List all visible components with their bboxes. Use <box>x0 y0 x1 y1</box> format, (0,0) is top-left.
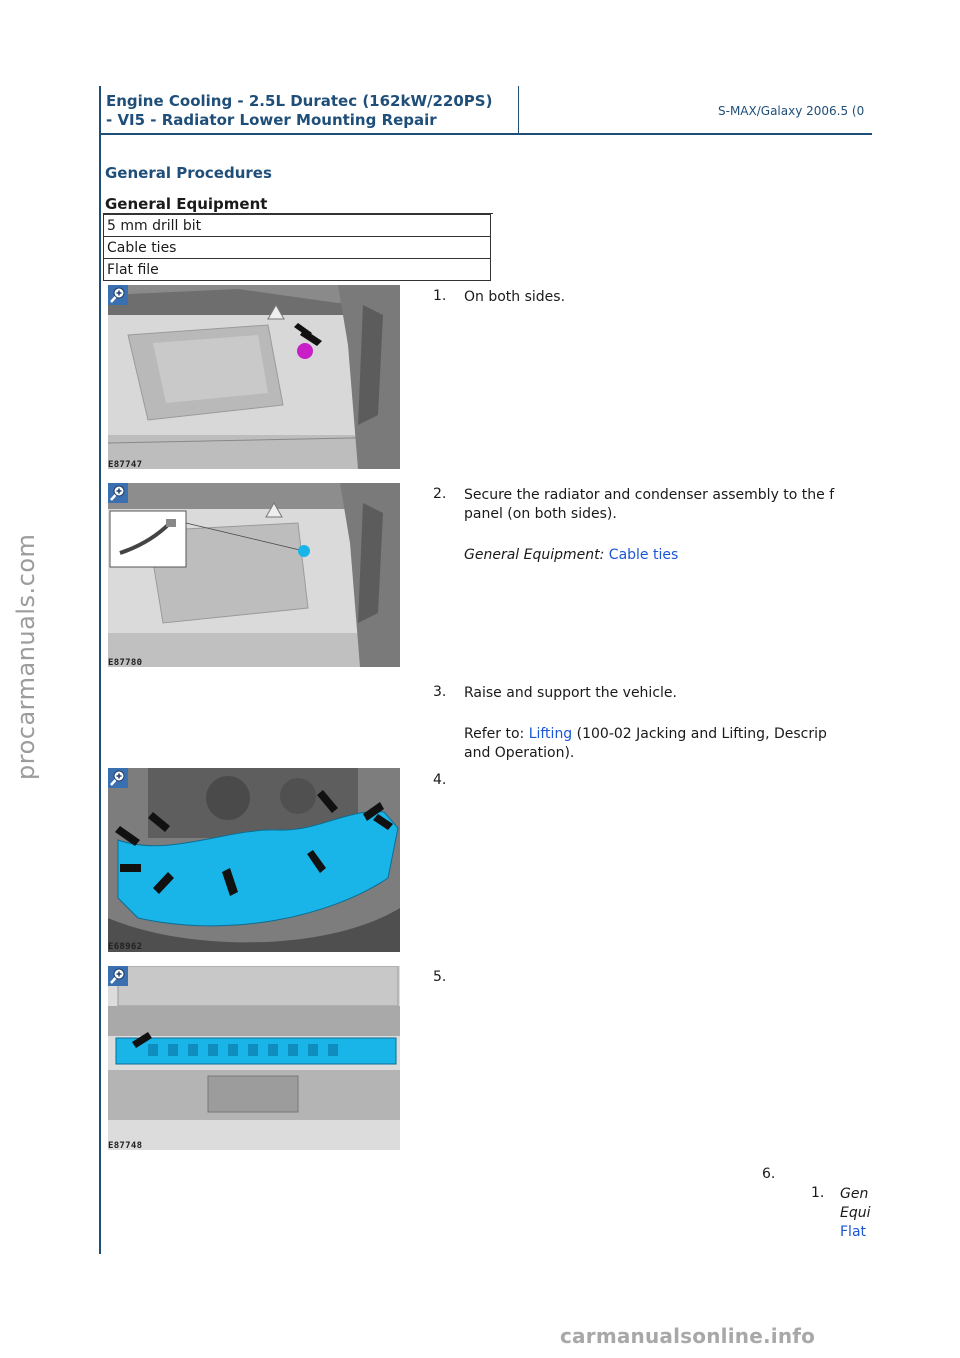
table-row <box>104 215 491 237</box>
zoom-in-icon[interactable] <box>108 966 128 986</box>
figure-e68962[interactable] <box>108 768 400 952</box>
step-text <box>464 486 872 524</box>
figure-illustration <box>108 768 400 952</box>
section-title: General Procedures <box>105 164 272 182</box>
substep-number: 1. <box>811 1185 825 1201</box>
figure-e87780[interactable] <box>108 483 400 667</box>
header-model: S-MAX/Galaxy 2006.5 (0 <box>718 104 865 118</box>
substep-line: Gen <box>840 1186 869 1202</box>
step-number: 1. <box>433 288 447 304</box>
header-title-line-1: Engine Cooling - 2.5L Duratec (162kW/220PS) <box>106 92 493 110</box>
refer-line <box>464 725 872 744</box>
step-refer <box>464 725 872 763</box>
step-text-line: Secure the radiator and condenser assembly to the f <box>464 487 835 503</box>
step-number: 5. <box>433 969 447 985</box>
figure-e87748[interactable] <box>108 966 400 1150</box>
page-header <box>100 86 872 135</box>
left-margin-rule <box>99 86 101 1254</box>
header-divider <box>518 86 519 133</box>
zoom-in-icon[interactable] <box>108 285 128 305</box>
bottom-watermark: carmanualsonline.info <box>560 1324 816 1348</box>
figure-illustration <box>108 966 400 1150</box>
step-number: 2. <box>433 486 447 502</box>
step-number: 6. <box>762 1166 776 1182</box>
refer-rest: (100-02 Jacking and Lifting, Descrip <box>576 726 827 742</box>
equipment-title: General Equipment <box>105 195 268 213</box>
equipment-table <box>103 214 491 281</box>
table-row <box>104 259 491 281</box>
step-text: Raise and support the vehicle. <box>464 685 677 701</box>
figure-label: E87748 <box>108 1141 143 1151</box>
side-watermark: procarmanuals.com <box>12 533 40 780</box>
figure-label: E87780 <box>108 658 143 668</box>
step-number: 4. <box>433 772 447 788</box>
figure-e87747[interactable] <box>108 285 400 469</box>
step-text: On both sides. <box>464 289 566 305</box>
step-text-line: panel (on both sides). <box>464 506 617 522</box>
equipment-link[interactable]: Cable ties <box>608 547 679 563</box>
zoom-in-icon[interactable] <box>108 768 128 788</box>
step-equipment-ref <box>464 546 872 565</box>
refer-line: and Operation). <box>464 745 575 761</box>
header-title <box>106 92 518 130</box>
table-row <box>104 237 491 259</box>
step-number: 3. <box>433 684 447 700</box>
figure-illustration <box>108 285 400 469</box>
substep-link[interactable]: Flat <box>840 1224 867 1240</box>
figure-illustration <box>108 483 400 667</box>
equipment-item: 5 mm drill bit <box>104 215 491 237</box>
refer-prefix: Refer to: <box>464 726 525 742</box>
figure-label: E87747 <box>108 460 143 470</box>
substep-text <box>840 1185 872 1242</box>
equipment-item: Cable ties <box>104 237 491 259</box>
figure-label: E68962 <box>108 942 143 952</box>
equipment-label: General Equipment: <box>464 547 605 563</box>
substep-line: Equi <box>840 1205 871 1221</box>
equipment-item: Flat file <box>104 259 491 281</box>
zoom-in-icon[interactable] <box>108 483 128 503</box>
refer-link[interactable]: Lifting <box>528 726 573 742</box>
header-title-line-2: - VI5 - Radiator Lower Mounting Repair <box>106 111 437 129</box>
